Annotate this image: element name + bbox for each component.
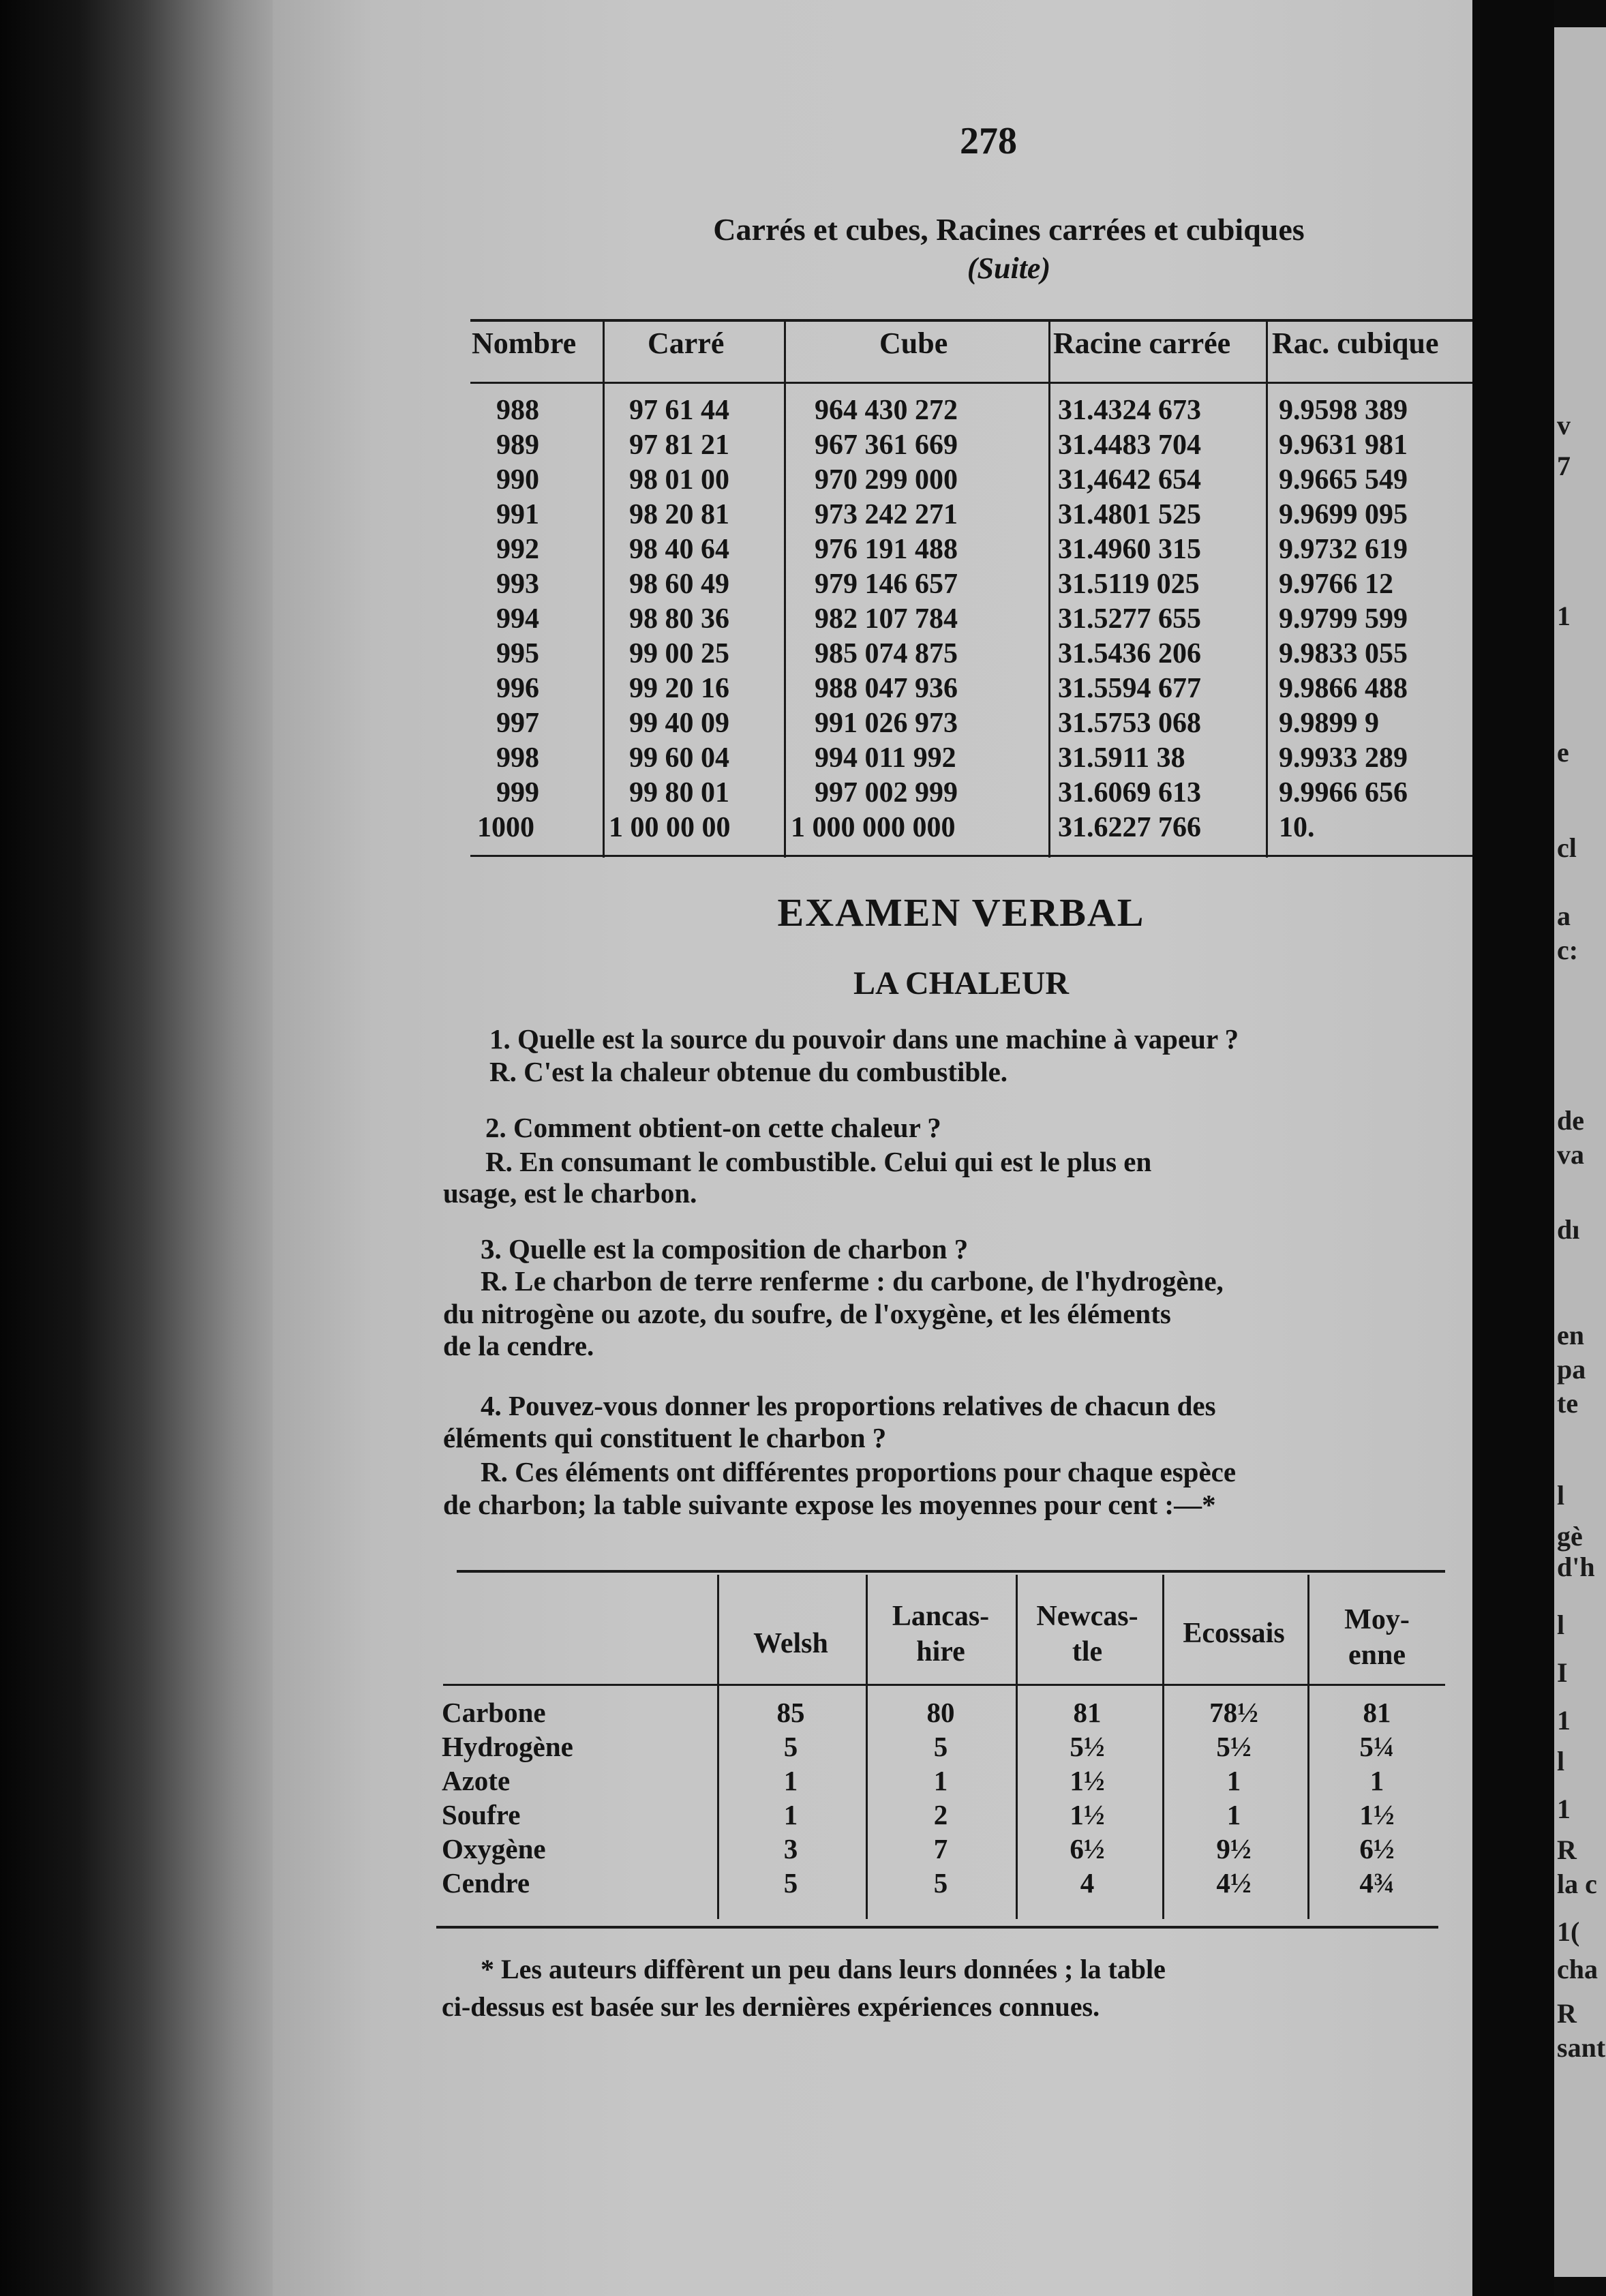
header-rac-cubique: Rac. cubique <box>1272 327 1439 360</box>
coal-table-bottom-rule <box>436 1926 1438 1929</box>
table-title: Carrés et cubes, Racines carrées et cubiques <box>713 212 1305 247</box>
col-divider-3 <box>1048 319 1050 858</box>
coal-table-top-rule <box>457 1570 1445 1573</box>
cell-racine-carree: 31.5753 068 <box>1058 708 1201 739</box>
cell-nombre: 992 <box>496 534 539 565</box>
coal-value: 4½ <box>1216 1867 1252 1899</box>
row-label: Azote <box>442 1765 511 1796</box>
cell-nombre: 990 <box>496 464 539 496</box>
adjacent-page-fragment: en <box>1557 1320 1584 1350</box>
header-ecossais: Ecossais <box>1183 1618 1285 1649</box>
cell-nombre: 995 <box>496 638 539 669</box>
adjacent-page-fragment: sant <box>1557 2032 1606 2063</box>
book-gutter <box>1472 0 1554 2296</box>
coal-value: 80 <box>926 1697 955 1728</box>
adjacent-page-fragment: R <box>1557 1998 1577 2029</box>
adjacent-page-fragment: e <box>1557 737 1569 768</box>
coal-value: 9½ <box>1216 1833 1252 1864</box>
cell-rac-cubique: 9.9966 656 <box>1279 777 1408 809</box>
adjacent-page-fragment: 7 <box>1557 451 1571 481</box>
cell-cube: 970 299 000 <box>815 464 958 496</box>
cell-nombre: 996 <box>496 673 539 704</box>
header-welsh: Welsh <box>753 1628 828 1659</box>
coal-header-bottom-rule <box>443 1684 1445 1686</box>
cell-nombre: 998 <box>496 742 539 774</box>
page-number: 278 <box>960 120 1017 162</box>
coal-value: 78½ <box>1209 1697 1258 1728</box>
adjacent-page-fragment: gè <box>1557 1521 1583 1552</box>
cell-racine-carree: 31.4324 673 <box>1058 395 1201 426</box>
col-divider-1 <box>603 319 605 858</box>
coal-col-divider-2 <box>866 1575 868 1919</box>
cell-racine-carree: 31,4642 654 <box>1058 464 1201 496</box>
coal-value: 1½ <box>1359 1799 1395 1830</box>
cell-cube: 979 146 657 <box>815 569 958 600</box>
cell-racine-carree: 31.5911 38 <box>1058 742 1185 774</box>
coal-value: 1 <box>1226 1765 1241 1796</box>
adjacent-page-fragment: va <box>1557 1139 1584 1170</box>
cell-carre: 98 40 64 <box>629 534 729 565</box>
body-line: 1. Quelle est la source du pouvoir dans une machine à vapeur ? <box>489 1023 1239 1055</box>
body-line: de la cendre. <box>443 1330 594 1361</box>
adjacent-page-fragment: cl <box>1557 832 1577 863</box>
cell-nombre: 991 <box>496 499 539 530</box>
coal-value: 1 <box>783 1799 798 1830</box>
body-line: éléments qui constituent le charbon ? <box>443 1422 887 1453</box>
table-bottom-rule <box>470 855 1472 857</box>
cell-racine-carree: 31.5436 206 <box>1058 638 1201 669</box>
body-line: du nitrogène ou azote, du soufre, de l'oxygène, et les éléments <box>443 1298 1171 1329</box>
table-subtitle: (Suite) <box>967 252 1051 285</box>
coal-value: 5 <box>783 1731 798 1762</box>
cell-rac-cubique: 9.9833 055 <box>1279 638 1408 669</box>
body-line: R. En consumant le combustible. Celui qui est le plus en <box>485 1146 1152 1177</box>
cell-racine-carree: 31.6227 766 <box>1058 812 1201 843</box>
col-divider-4 <box>1266 319 1268 858</box>
cell-nombre: 999 <box>496 777 539 809</box>
coal-value: 5 <box>933 1731 948 1762</box>
body-line: 3. Quelle est la composition de charbon ? <box>481 1233 969 1265</box>
cell-racine-carree: 31.5594 677 <box>1058 673 1201 704</box>
book-binding-edge <box>0 0 314 2296</box>
cell-cube: 967 361 669 <box>815 429 958 461</box>
coal-value: 4 <box>1080 1867 1095 1899</box>
row-label: Soufre <box>442 1799 521 1830</box>
coal-value: 1 <box>783 1765 798 1796</box>
coal-value: 81 <box>1363 1697 1391 1728</box>
body-line: usage, est le charbon. <box>443 1177 697 1209</box>
cell-rac-cubique: 9.9866 488 <box>1279 673 1408 704</box>
cell-carre: 97 61 44 <box>629 395 729 426</box>
coal-value: 5½ <box>1070 1731 1105 1762</box>
cell-cube: 976 191 488 <box>815 534 958 565</box>
coal-value: 5 <box>933 1867 948 1899</box>
cell-carre: 99 20 16 <box>629 673 729 704</box>
cell-rac-cubique: 10. <box>1279 812 1315 843</box>
coal-value: 1½ <box>1070 1765 1105 1796</box>
cell-carre: 98 60 49 <box>629 569 729 600</box>
coal-value: 1 <box>1369 1765 1384 1796</box>
cell-rac-cubique: 9.9799 599 <box>1279 603 1408 635</box>
adjacent-page-fragment: l <box>1557 1480 1565 1511</box>
header-carre: Carré <box>648 327 725 360</box>
cell-racine-carree: 31.5277 655 <box>1058 603 1201 635</box>
cell-rac-cubique: 9.9732 619 <box>1279 534 1408 565</box>
adjacent-page-fragment: 1 <box>1557 1705 1571 1736</box>
coal-value: 81 <box>1073 1697 1102 1728</box>
adjacent-page-edge <box>1554 27 1606 2277</box>
exam-subheading: LA CHALEUR <box>853 965 1070 1001</box>
coal-value: 5¼ <box>1359 1731 1395 1762</box>
coal-value: 1 <box>1226 1799 1241 1830</box>
header-cube: Cube <box>879 327 948 360</box>
adjacent-page-fragment: 1 <box>1557 1794 1571 1824</box>
cell-nombre: 997 <box>496 708 539 739</box>
cell-carre: 99 40 09 <box>629 708 729 739</box>
cell-cube: 997 002 999 <box>815 777 958 809</box>
coal-value: 85 <box>776 1697 805 1728</box>
header-bottom-rule <box>470 382 1472 384</box>
cell-rac-cubique: 9.9766 12 <box>1279 569 1393 600</box>
cell-cube: 973 242 271 <box>815 499 958 530</box>
adjacent-page-fragment: I <box>1557 1657 1568 1688</box>
cell-nombre: 988 <box>496 395 539 426</box>
cell-nombre: 1000 <box>477 812 534 843</box>
header-racine-carree: Racine carrée <box>1053 327 1231 360</box>
cell-nombre: 994 <box>496 603 539 635</box>
header-newcastle: Newcas- tle <box>1036 1601 1138 1667</box>
row-label: Oxygène <box>442 1833 546 1864</box>
cell-rac-cubique: 9.9665 549 <box>1279 464 1408 496</box>
header-nombre: Nombre <box>472 327 577 360</box>
cell-carre: 97 81 21 <box>629 429 729 461</box>
cell-cube: 964 430 272 <box>815 395 958 426</box>
cell-cube: 982 107 784 <box>815 603 958 635</box>
body-line: R. C'est la chaleur obtenue du combustible. <box>489 1056 1008 1087</box>
body-line: 4. Pouvez-vous donner les proportions relatives de chacun des <box>481 1390 1216 1421</box>
cell-cube: 991 026 973 <box>815 708 958 739</box>
adjacent-page-fragment: 1( <box>1557 1916 1580 1947</box>
adjacent-page-fragment: R <box>1557 1834 1577 1865</box>
adjacent-page-fragment: la c <box>1557 1869 1597 1899</box>
body-line: R. Ces éléments ont différentes proportions pour chaque espèce <box>481 1456 1237 1487</box>
col-divider-2 <box>784 319 786 858</box>
cell-carre: 98 80 36 <box>629 603 729 635</box>
coal-value: 5 <box>783 1867 798 1899</box>
cell-cube: 985 074 875 <box>815 638 958 669</box>
coal-value: 3 <box>783 1833 798 1864</box>
cell-racine-carree: 31.5119 025 <box>1058 569 1200 600</box>
adjacent-page-fragment: v <box>1557 410 1571 440</box>
coal-value: 2 <box>933 1799 948 1830</box>
adjacent-page-fragment: d'h <box>1557 1552 1595 1582</box>
coal-value: 4¾ <box>1359 1867 1395 1899</box>
adjacent-page-fragment: a <box>1557 901 1571 931</box>
row-label: Carbone <box>442 1697 546 1728</box>
coal-value: 7 <box>933 1833 948 1864</box>
cell-cube: 1 000 000 000 <box>791 812 956 843</box>
cell-carre: 1 00 00 00 <box>609 812 731 843</box>
footnote-line: * Les auteurs diffèrent un peu dans leurs données ; la table <box>481 1954 1166 1984</box>
exam-heading: EXAMEN VERBAL <box>777 890 1145 935</box>
coal-value: 1 <box>933 1765 948 1796</box>
adjacent-page-fragment: pa <box>1557 1354 1586 1385</box>
adjacent-page-fragment: dı <box>1557 1214 1580 1245</box>
cell-rac-cubique: 9.9933 289 <box>1279 742 1408 774</box>
table-top-rule <box>470 319 1472 322</box>
cell-carre: 98 20 81 <box>629 499 729 530</box>
cell-carre: 99 00 25 <box>629 638 729 669</box>
coal-value: 1½ <box>1070 1799 1105 1830</box>
adjacent-page-fragment: de <box>1557 1105 1584 1136</box>
adjacent-page-fragment: te <box>1557 1388 1579 1419</box>
coal-value: 6½ <box>1359 1833 1395 1864</box>
cell-rac-cubique: 9.9899 9 <box>1279 708 1379 739</box>
cell-nombre: 993 <box>496 569 539 600</box>
adjacent-page-fragment: l <box>1557 1610 1565 1640</box>
body-line: de charbon; la table suivante expose les moyennes pour cent :—* <box>443 1489 1216 1520</box>
cell-racine-carree: 31.6069 613 <box>1058 777 1201 809</box>
footnote-line: ci-dessus est basée sur les dernières expériences connues. <box>442 1991 1100 2022</box>
body-line: 2. Comment obtient-on cette chaleur ? <box>485 1112 941 1143</box>
cell-carre: 99 60 04 <box>629 742 729 774</box>
cell-racine-carree: 31.4960 315 <box>1058 534 1201 565</box>
adjacent-page-fragment: 1 <box>1557 601 1571 631</box>
adjacent-page-fragment: c: <box>1557 935 1579 965</box>
coal-value: 5½ <box>1216 1731 1252 1762</box>
cell-racine-carree: 31.4483 704 <box>1058 429 1201 461</box>
adjacent-page-fragment: cha <box>1557 1954 1598 1984</box>
cell-rac-cubique: 9.9598 389 <box>1279 395 1408 426</box>
adjacent-page-fragment: l <box>1557 1746 1565 1777</box>
cell-cube: 988 047 936 <box>815 673 958 704</box>
coal-value: 6½ <box>1070 1833 1105 1864</box>
cell-rac-cubique: 9.9699 095 <box>1279 499 1408 530</box>
cell-nombre: 989 <box>496 429 539 461</box>
header-lancashire: Lancas- hire <box>892 1601 990 1667</box>
cell-rac-cubique: 9.9631 981 <box>1279 429 1408 461</box>
body-line: R. Le charbon de terre renferme : du carbone, de l'hydrogène, <box>481 1265 1224 1297</box>
row-label: Hydrogène <box>442 1731 573 1762</box>
cell-racine-carree: 31.4801 525 <box>1058 499 1201 530</box>
row-label: Cendre <box>442 1867 530 1899</box>
cell-cube: 994 011 992 <box>815 742 956 774</box>
header-moyenne: Moy- enne <box>1344 1604 1410 1671</box>
cell-carre: 99 80 01 <box>629 777 729 809</box>
cell-carre: 98 01 00 <box>629 464 729 496</box>
